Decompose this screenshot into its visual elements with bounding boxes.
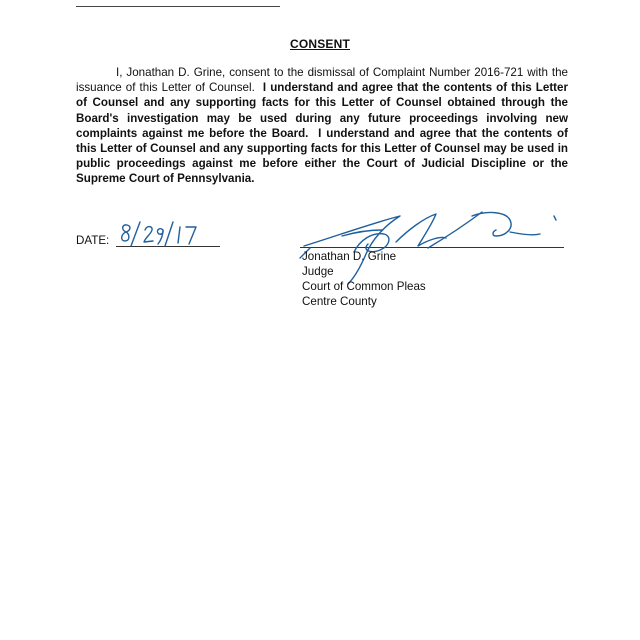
consent-heading: CONSENT: [289, 37, 351, 51]
consent-bold-text-2: I understand and agree that the contents of this Letter of Counsel and any supporting facts for this Letter of Counsel may be used in public proceedings against me before either the Court of Judicial Discipline or the Supreme Court of Pennsylvania.: [76, 126, 568, 186]
top-rule: [76, 6, 280, 7]
date-label: DATE:: [76, 234, 110, 247]
handwritten-date: [118, 218, 208, 250]
consent-bold-text-1: I understand and agree that the contents of this Letter of Counsel and any supporting facts for this Letter of Counsel obtained through the Board's investigation may be used during any future proceedings involving new complaints against me before the Board.: [76, 81, 568, 140]
signer-name: Jonathan D. Grine: [302, 250, 397, 263]
consent-paragraph: [76, 65, 568, 187]
signer-court: Court of Common Pleas: [302, 280, 426, 293]
consent-intro-text: I, Jonathan D. Grine, consent to the dismissal of Complaint Number 2016-721 with the issuance of this Letter of Counsel.: [76, 66, 568, 95]
signer-block: [302, 249, 426, 309]
signer-title: Judge: [302, 265, 334, 278]
signer-county: Centre County: [302, 295, 377, 308]
